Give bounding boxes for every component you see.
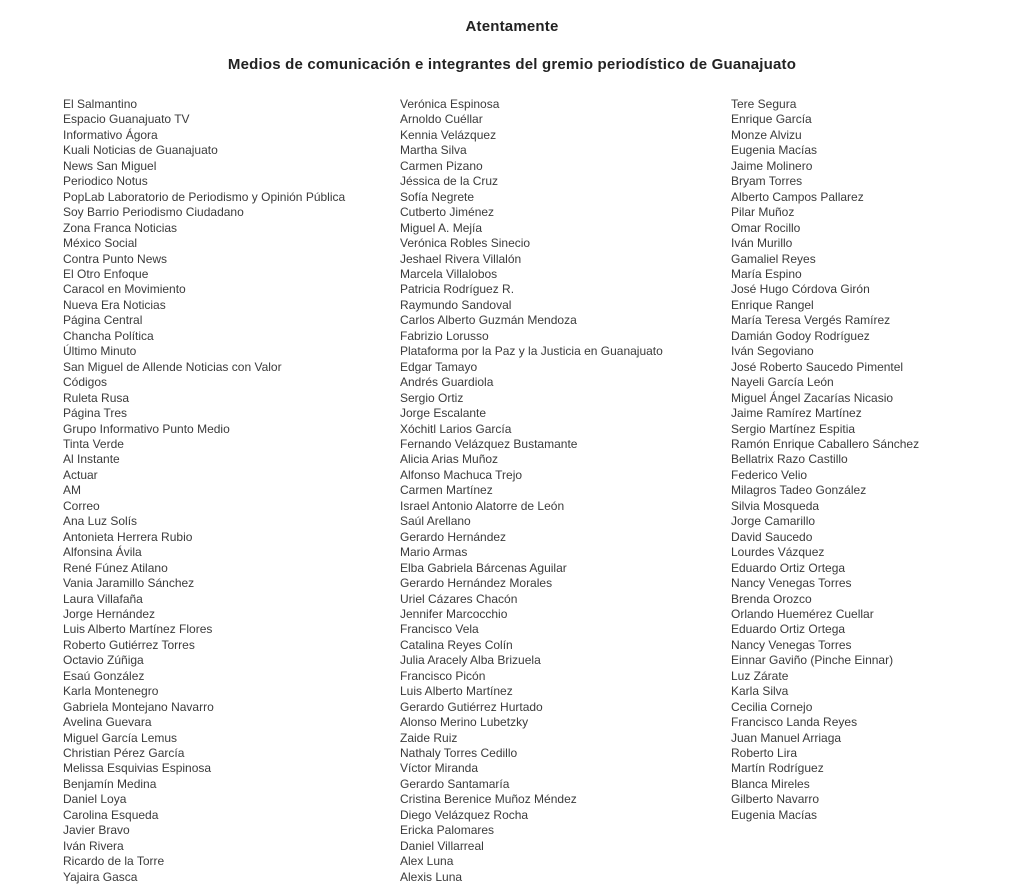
- list-item: Enrique Rangel: [731, 297, 814, 312]
- list-item: Zona Franca Noticias: [63, 220, 178, 235]
- list-item: Karla Silva: [731, 684, 789, 699]
- list-item: Luis Alberto Martínez Flores: [63, 622, 213, 637]
- list-item: Jennifer Marcocchio: [400, 606, 508, 621]
- list-item: Iván Segoviano: [731, 344, 814, 359]
- list-item: Karla Montenegro: [63, 684, 159, 699]
- list-item: Periodico Notus: [63, 174, 148, 189]
- list-item: Zaide Ruiz: [400, 730, 458, 745]
- list-item: Sergio Martínez Espitia: [731, 421, 856, 436]
- list-item: Miguel A. Mejía: [400, 220, 483, 235]
- list-item: El Otro Enfoque: [63, 266, 149, 281]
- list-item: Actuar: [63, 467, 98, 482]
- list-item: Eduardo Ortiz Ortega: [731, 622, 846, 637]
- list-item: Diego Velázquez Rocha: [400, 807, 529, 822]
- list-item: Marcela Villalobos: [400, 266, 498, 281]
- journalists-column-right: [731, 97, 919, 823]
- list-item: Carolina Esqueda: [63, 807, 159, 822]
- list-item: Caracol en Movimiento: [63, 282, 186, 297]
- list-item: Cutberto Jiménez: [400, 205, 495, 220]
- list-item: Ericka Palomares: [400, 823, 495, 838]
- list-item: Damián Godoy Rodríguez: [731, 328, 870, 343]
- list-item: Uriel Cázares Chacón: [400, 591, 518, 606]
- list-item: Tere Segura: [731, 97, 797, 111]
- list-item: Saúl Arellano: [400, 514, 471, 529]
- list-item: Cecilia Cornejo: [731, 699, 813, 714]
- list-item: Jorge Hernández: [63, 606, 156, 621]
- list-item: Patricia Rodríguez R.: [400, 282, 515, 297]
- list-item: Nancy Venegas Torres: [731, 576, 852, 591]
- list-item: Gerardo Gutiérrez Hurtado: [400, 699, 543, 714]
- list-item: Francisco Vela: [400, 622, 479, 637]
- list-item: Jaime Ramírez Martínez: [731, 406, 862, 421]
- list-item: Pilar Muñoz: [731, 205, 795, 220]
- list-item: Fabrizio Lorusso: [400, 328, 489, 343]
- list-item: Avelina Guevara: [63, 715, 152, 730]
- list-item: Grupo Informativo Punto Medio: [63, 421, 230, 436]
- list-item: Iván Rivera: [63, 838, 124, 853]
- list-item: Gilberto Navarro: [731, 792, 820, 807]
- list-item: Soy Barrio Periodismo Ciudadano: [63, 205, 244, 220]
- list-item: Enrique García: [731, 112, 812, 127]
- list-item: Eugenia Macías: [731, 807, 818, 822]
- list-item: Roberto Gutiérrez Torres: [63, 637, 195, 652]
- list-item: Jéssica de la Cruz: [400, 174, 499, 189]
- list-item: PopLab Laboratorio de Periodismo y Opinión Pública: [63, 189, 346, 204]
- list-item: Benjamín Medina: [63, 776, 157, 791]
- list-item: Carlos Alberto Guzmán Mendoza: [400, 313, 577, 328]
- list-item: Elba Gabriela Bárcenas Aguilar: [400, 560, 567, 575]
- list-item: Verónica Robles Sinecio: [400, 236, 531, 251]
- list-item: René Fúnez Atilano: [63, 560, 168, 575]
- list-item: Fernando Velázquez Bustamante: [400, 436, 578, 451]
- media-outlets-column: [63, 97, 345, 885]
- list-item: Ricardo de la Torre: [63, 854, 165, 869]
- list-item: Eugenia Macías: [731, 143, 818, 158]
- list-item: Bryam Torres: [731, 174, 803, 189]
- list-item: Página Central: [63, 313, 143, 328]
- list-item: San Miguel de Allende Noticias con Valor: [63, 359, 282, 374]
- list-item: María Espino: [731, 266, 802, 281]
- list-item: Espacio Guanajuato TV: [63, 112, 190, 127]
- list-item: Ana Luz Solís: [63, 514, 138, 529]
- list-item: Francisco Picón: [400, 668, 486, 683]
- list-item: Lourdes Vázquez: [731, 545, 825, 560]
- list-item: Julia Aracely Alba Brizuela: [400, 653, 541, 668]
- list-item: Einnar Gaviño (Pinche Einnar): [731, 653, 894, 668]
- list-item: Códigos: [63, 375, 108, 390]
- list-item: Alfonso Machuca Trejo: [400, 467, 523, 482]
- list-item: Cristina Berenice Muñoz Méndez: [400, 792, 577, 807]
- list-item: Plataforma por la Paz y la Justicia en Guanajuato: [400, 344, 663, 359]
- list-item: Víctor Miranda: [400, 761, 479, 776]
- list-item: Javier Bravo: [63, 823, 130, 838]
- list-item: Octavio Zúñiga: [63, 653, 144, 668]
- page-title: Medios de comunicación e integrantes del gremio periodístico de Guanajuato: [227, 56, 797, 73]
- list-item: Nancy Venegas Torres: [731, 637, 852, 652]
- list-item: Blanca Mireles: [731, 776, 810, 791]
- list-item: Página Tres: [63, 406, 128, 421]
- list-item: Eduardo Ortiz Ortega: [731, 560, 846, 575]
- list-item: Andrés Guardiola: [400, 375, 494, 390]
- list-item: Alex Luna: [400, 854, 454, 869]
- list-item: Nueva Era Noticias: [63, 297, 166, 312]
- list-item: Esaú González: [63, 668, 145, 683]
- list-item: Nathaly Torres Cedillo: [400, 746, 518, 761]
- list-item: Gerardo Hernández: [400, 529, 507, 544]
- list-item: Gamaliel Reyes: [731, 251, 816, 266]
- list-item: Informativo Ágora: [63, 127, 158, 142]
- list-item: News San Miguel: [63, 158, 157, 173]
- list-item: Tinta Verde: [63, 436, 124, 451]
- list-item: Federico Velio: [731, 467, 808, 482]
- list-item: Kennia Velázquez: [400, 127, 497, 142]
- list-item: Gabriela Montejano Navarro: [63, 699, 214, 714]
- list-item: Último Minuto: [63, 344, 137, 359]
- list-item: Chancha Política: [63, 328, 154, 343]
- list-item: Daniel Villarreal: [400, 838, 484, 853]
- list-item: Xóchitl Larios García: [400, 421, 512, 436]
- list-item: David Saucedo: [731, 529, 813, 544]
- list-item: Gerardo Hernández Morales: [400, 576, 553, 591]
- list-item: Edgar Tamayo: [400, 359, 478, 374]
- list-item: Al Instante: [63, 452, 120, 467]
- list-item: Gerardo Santamaría: [400, 776, 510, 791]
- list-item: Bellatrix Razo Castillo: [731, 452, 848, 467]
- list-item: Contra Punto News: [63, 251, 168, 266]
- list-item: Juan Manuel Arriaga: [731, 730, 842, 745]
- list-item: Israel Antonio Alatorre de León: [400, 498, 565, 513]
- list-item: Luis Alberto Martínez: [400, 684, 513, 699]
- list-item: Sofía Negrete: [400, 189, 475, 204]
- list-item: Alexis Luna: [400, 869, 463, 884]
- list-item: Alicia Arias Muñoz: [400, 452, 499, 467]
- list-item: Francisco Landa Reyes: [731, 715, 858, 730]
- list-item: Luz Zárate: [731, 668, 789, 683]
- list-item: Carmen Pizano: [400, 158, 483, 173]
- journalists-column-middle: [400, 97, 663, 885]
- list-item: Iván Murillo: [731, 236, 793, 251]
- list-item: Jorge Escalante: [400, 406, 487, 421]
- list-item: Vania Jaramillo Sánchez: [63, 576, 195, 591]
- list-item: Martha Silva: [400, 143, 467, 158]
- list-item: Ramón Enrique Caballero Sánchez: [731, 436, 920, 451]
- list-item: Milagros Tadeo González: [731, 483, 867, 498]
- list-item: Arnoldo Cuéllar: [400, 112, 483, 127]
- list-item: Martín Rodríguez: [731, 761, 824, 776]
- list-item: Daniel Loya: [63, 792, 127, 807]
- list-item: María Teresa Vergés Ramírez: [731, 313, 891, 328]
- list-item: Jorge Camarillo: [731, 514, 816, 529]
- list-item: Yajaira Gasca: [63, 869, 138, 884]
- list-item: Laura Villafaña: [63, 591, 143, 606]
- list-item: Kuali Noticias de Guanajuato: [63, 143, 218, 158]
- list-item: Carmen Martínez: [400, 483, 493, 498]
- list-item: Raymundo Sandoval: [400, 297, 512, 312]
- list-item: José Roberto Saucedo Pimentel: [731, 359, 904, 374]
- list-item: Alonso Merino Lubetzky: [400, 715, 529, 730]
- list-item: Correo: [63, 498, 100, 513]
- list-item: Catalina Reyes Colín: [400, 637, 513, 652]
- list-item: Miguel García Lemus: [63, 730, 178, 745]
- list-item: Jeshael Rivera Villalón: [400, 251, 522, 266]
- list-item: Mario Armas: [400, 545, 468, 560]
- list-item: Antonieta Herrera Rubio: [63, 529, 193, 544]
- list-item: Melissa Esquivias Espinosa: [63, 761, 212, 776]
- list-item: México Social: [63, 236, 138, 251]
- list-item: El Salmantino: [63, 97, 138, 111]
- list-item: Jaime Molinero: [731, 158, 813, 173]
- list-item: Omar Rocillo: [731, 220, 801, 235]
- list-item: Ruleta Rusa: [63, 390, 130, 405]
- list-item: Monze Alvizu: [731, 127, 802, 142]
- list-item: Verónica Espinosa: [400, 97, 500, 111]
- list-item: AM: [63, 483, 81, 498]
- list-item: Alfonsina Ávila: [63, 545, 142, 560]
- list-item: Nayeli García León: [731, 375, 834, 390]
- list-item: Roberto Lira: [731, 746, 798, 761]
- list-item: Orlando Huemérez Cuellar: [731, 606, 874, 621]
- list-item: Brenda Orozco: [731, 591, 812, 606]
- list-item: Christian Pérez García: [63, 746, 185, 761]
- list-item: Miguel Ángel Zacarías Nicasio: [731, 390, 894, 405]
- list-item: Alberto Campos Pallarez: [731, 189, 864, 204]
- list-item: Silvia Mosqueda: [731, 498, 820, 513]
- salutation-heading: Atentamente: [465, 18, 559, 35]
- list-item: Sergio Ortiz: [400, 390, 464, 405]
- list-item: José Hugo Córdova Girón: [731, 282, 870, 297]
